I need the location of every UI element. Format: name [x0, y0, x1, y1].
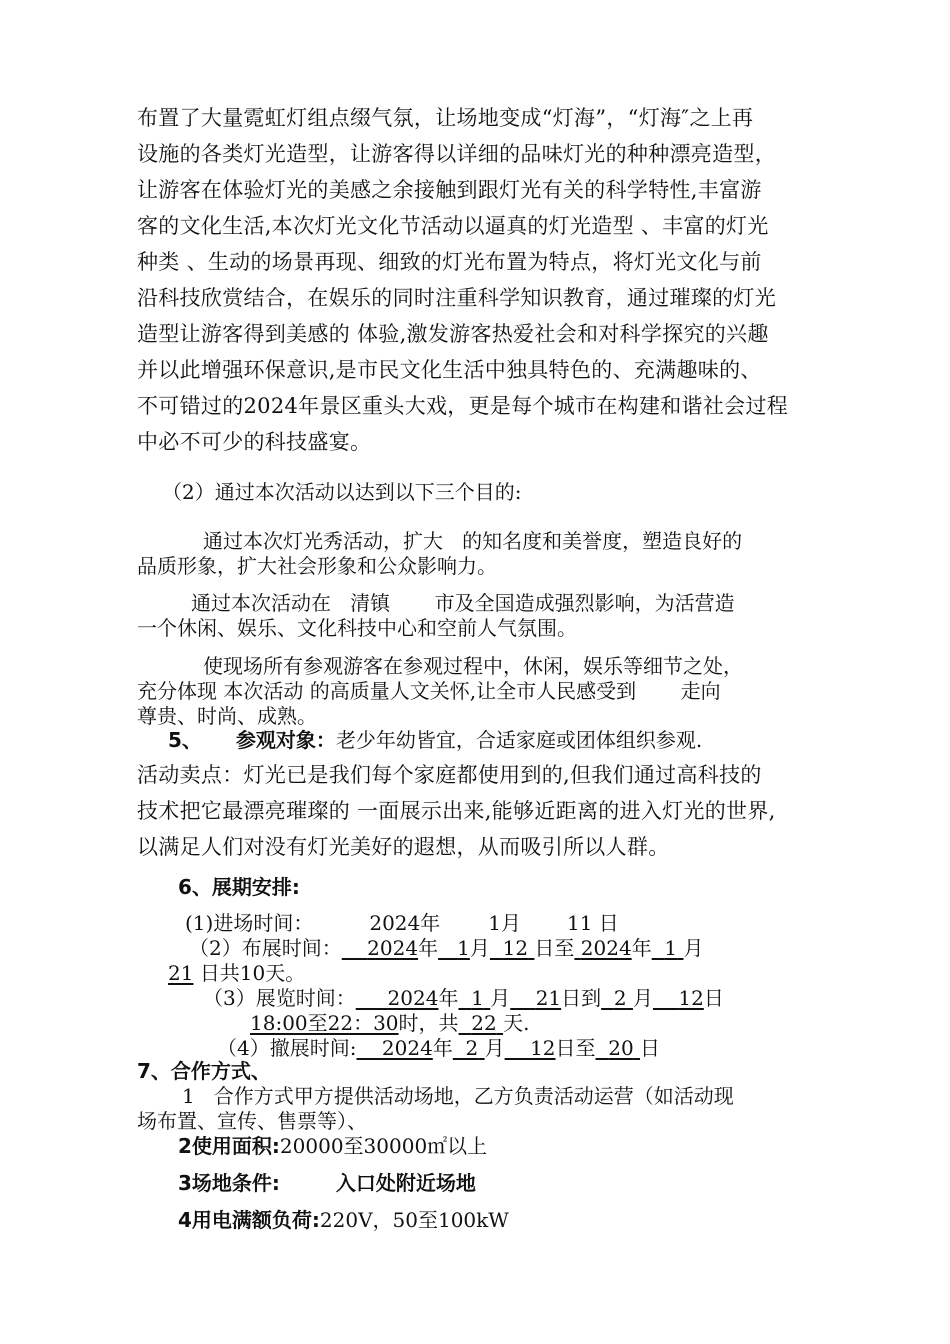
entry-year: 2024: [369, 911, 421, 935]
selling-line: 技术把它最漂亮璀璨的 一面展示出来,能够近距离的进入灯光的世界,: [137, 799, 776, 823]
venue-condition-value: 入口处附近场地: [335, 1171, 476, 1195]
setup-start-day: 12: [502, 936, 529, 960]
venue-condition-label: 3场地条件:: [178, 1171, 280, 1195]
section-5: [168, 728, 702, 752]
goal-line: 品质形象，扩大社会形象和公众影响力。: [137, 554, 497, 578]
unit: 年: [438, 986, 459, 1010]
intro-line: 沿科技欣赏结合，在娱乐的同时注重科学知识教育，通过璀璨的灯光: [137, 286, 776, 310]
goal-line: 一个休闲、娱乐、文化科技中心和空前人气氛围。: [137, 616, 577, 640]
goal-line: 充分体现 本次活动 的高质量人文关怀,让全市人民感受到 走向: [137, 679, 721, 703]
teardown-label: （4）撤展时间:: [217, 1036, 357, 1060]
show-start-day: 21: [535, 986, 562, 1010]
entry-day: 11: [566, 911, 593, 935]
section-5-label: 参观对象：: [235, 728, 336, 752]
show-time: [203, 986, 724, 1010]
show-start-month: 1: [471, 986, 484, 1010]
unit: 月: [500, 911, 521, 935]
show-time-cont: [250, 1011, 529, 1035]
section-6-title: 6、展期安排:: [178, 875, 300, 899]
show-hours: 18:00至22：30: [250, 1011, 399, 1035]
entry-month: 1: [488, 911, 501, 935]
connector: 日到: [561, 986, 602, 1010]
goal-line: 通过本次灯光秀活动，扩大 的知名度和美誉度，塑造良好的: [203, 529, 743, 553]
intro-line: 让游客在体验灯光的美感之余接触到跟灯光有关的科学特性,丰富游: [137, 178, 762, 202]
unit: 年: [432, 1036, 453, 1060]
show-tail: 天.: [503, 1011, 530, 1035]
power-load-value: 220V，50至100kW: [319, 1208, 509, 1232]
unit: 日: [703, 986, 724, 1010]
goal-line: 使现场所有参观游客在参观过程中，休闲，娱乐等细节之处，: [203, 654, 743, 678]
intro-line: 并以此增强环保意识,是市民文化生活中独具特色的、充满趣味的、: [137, 358, 762, 382]
intro-line: 种类 、生动的场景再现、细致的灯光布置为特点，将灯光文化与前: [137, 250, 762, 274]
show-days: 22: [471, 1011, 497, 1035]
setup-end-month: 1: [664, 936, 678, 960]
unit: 年: [420, 911, 441, 935]
section-5-text: 老少年幼皆宜，合适家庭或团体组织参观.: [335, 728, 703, 752]
show-label: （3）展览时间：: [203, 986, 356, 1010]
intro-line: 设施的各类灯光造型，让游客得以详细的品味灯光的种种漂亮造型，: [137, 142, 776, 166]
intro-line: 造型让游客得到美感的 体验,激发游客热爱社会和对科学探究的兴趣: [137, 322, 769, 346]
selling-line: 活动卖点：灯光已是我们每个家庭都使用到的,但我们通过高科技的: [137, 763, 762, 787]
intro-line: 中必不可少的科技盛宴。: [137, 430, 372, 454]
entry-time: [185, 911, 619, 935]
unit: 年: [418, 936, 439, 960]
show-end-day: 12: [678, 986, 704, 1010]
intro-line: 客的文化生活,本次灯光文化节活动以逼真的灯光造型 、丰富的灯光: [137, 214, 769, 238]
setup-start-year: 2024: [367, 936, 419, 960]
setup-label: （2）布展时间：: [189, 936, 342, 960]
usage-area-label: 2使用面积:: [178, 1134, 280, 1158]
power-load-label: 4用电满额负荷:: [178, 1208, 320, 1232]
setup-time-cont: [168, 961, 305, 985]
unit: 月: [683, 936, 704, 960]
cooperation-line: 1 合作方式甲方提供活动场地，乙方负责活动运营（如活动现: [182, 1084, 734, 1108]
usage-area-value: 20000至30000㎡以上: [279, 1134, 488, 1158]
unit: 日: [598, 911, 619, 935]
unit: 月: [632, 986, 653, 1010]
unit: 日: [640, 1036, 661, 1060]
teardown-time: [217, 1036, 660, 1060]
venue-condition: [178, 1171, 476, 1195]
teardown-start-year: 2024: [381, 1036, 433, 1060]
unit: 年: [631, 936, 652, 960]
show-end-month: 2: [613, 986, 627, 1010]
section-7-title: 7、合作方式、: [137, 1059, 271, 1083]
connector: 日至: [534, 936, 575, 960]
setup-time: [189, 936, 704, 960]
unit: 月: [490, 986, 511, 1010]
intro-line: 不可错过的2024年景区重头大戏，更是每个城市在构建和谐社会过程: [137, 394, 789, 418]
goal-line: 尊贵、时尚、成熟。: [137, 704, 317, 728]
intro-line: 布置了大量霓虹灯组点缀气氛，让场地变成“灯海”，“灯海″之上再: [137, 106, 754, 130]
cooperation-line: 场布置、宣传、售票等）、: [137, 1109, 367, 1133]
entry-label: (1)进场时间：: [185, 911, 314, 935]
setup-end-day: 21: [168, 961, 194, 985]
teardown-end-day: 20: [608, 1036, 634, 1060]
unit: 月: [484, 1036, 505, 1060]
connector: 日至: [555, 1036, 596, 1060]
show-start-year: 2024: [387, 986, 439, 1010]
goals-heading: （2）通过本次活动以达到以下三个目的:: [162, 480, 522, 504]
teardown-start-day: 12: [530, 1036, 556, 1060]
setup-end-year: 2024: [580, 936, 632, 960]
power-load: [178, 1208, 509, 1232]
goal-line: 通过本次活动在 清镇 市及全国造成强烈影响，为活营造: [191, 591, 735, 615]
selling-line: 以满足人们对没有灯光美好的遐想，从而吸引所以人群。: [137, 835, 670, 859]
teardown-start-month: 2: [465, 1036, 479, 1060]
setup-start-month: 1: [457, 936, 470, 960]
usage-area: [178, 1134, 487, 1158]
unit: 月: [469, 936, 490, 960]
show-mid: 时，共: [398, 1011, 459, 1035]
section-5-number: 5、: [168, 728, 202, 752]
setup-tail: 日共10天。: [199, 961, 306, 985]
